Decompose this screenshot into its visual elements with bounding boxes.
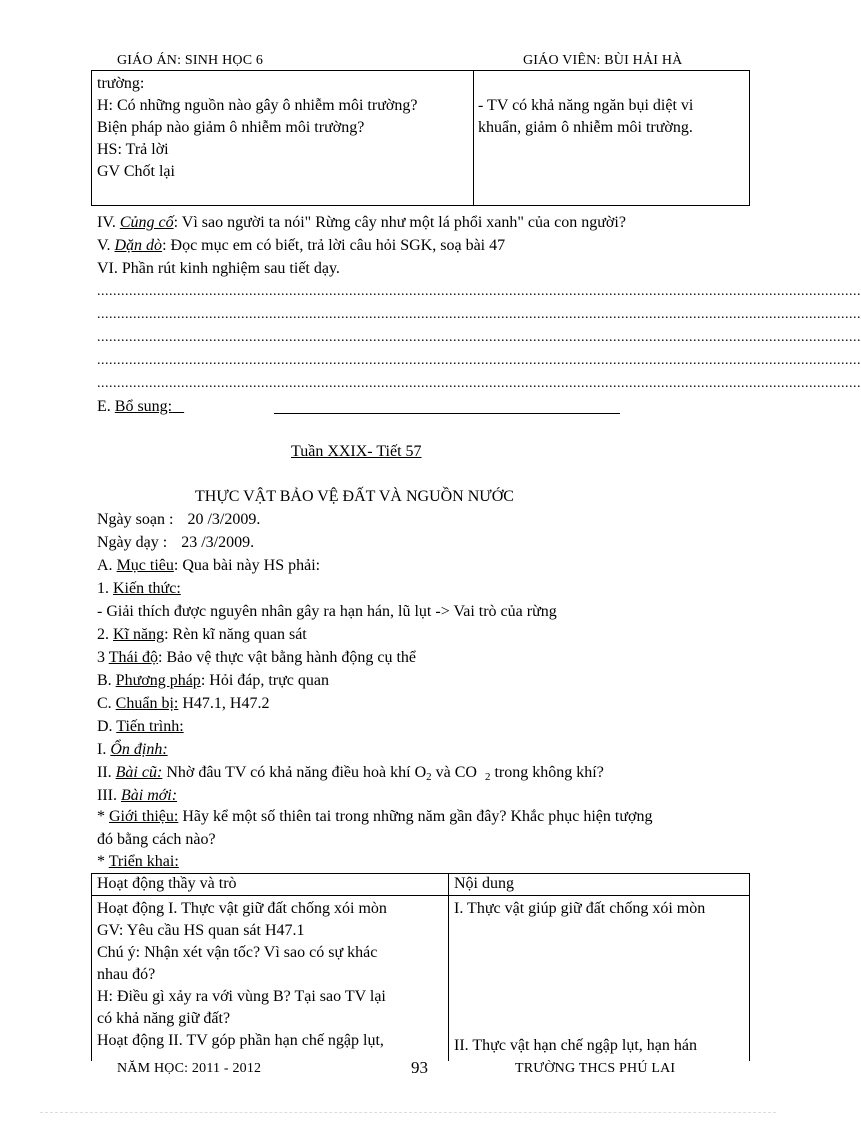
col2-header: Nội dung	[454, 875, 514, 892]
top-right-line: - TV có khả năng ngăn bụi diệt vi	[478, 97, 694, 114]
review-line: IV. Củng cố: Vì sao người ta nói" Rừng cây như một lá phổi xanh" của con người?	[97, 214, 626, 231]
skills-line: 2. Kĩ năng: Rèn kĩ năng quan sát	[97, 626, 307, 643]
attitude-line: 3 Thái độ: Bảo vệ thực vật bằng hành động cụ thể	[97, 649, 416, 666]
page-edge-line	[40, 1112, 776, 1113]
prepare-date: Ngày soạn : 20 /3/2009.	[97, 511, 261, 528]
content-row-1: I. Thực vật giúp giữ đất chống xói mòn	[454, 900, 706, 917]
top-left-line: Biện pháp nào giảm ô nhiễm môi trường?	[97, 119, 365, 136]
experience-line: VI. Phần rút kinh nghiệm sau tiết dạy.	[97, 260, 340, 277]
stabilize-label: Ổn định:	[110, 741, 168, 758]
old-lesson-label: Bài cũ:	[115, 764, 163, 781]
lesson-title: THỰC VẬT BẢO VỆ ĐẤT VÀ NGUỒN NƯỚC	[195, 488, 514, 505]
new-lesson-label: Bài mới:	[120, 787, 178, 804]
intro-line: * Giới thiệu: Hãy kể một số thiên tai trong những năm gần đây? Khắc phục hiện tượng	[97, 808, 653, 825]
objectives-label: Mục tiêu	[116, 557, 174, 574]
footer-right: TRƯỜNG THCS PHÚ LAI	[515, 1061, 676, 1076]
knowledge-line: 1. Kiến thức:	[97, 580, 181, 597]
knowledge-text: - Giải thích được nguyên nhân gây ra hạn hán, lũ lụt -> Vai trò của rừng	[97, 603, 557, 620]
dotted-line: ...............................................................................................................................................................................................	[97, 284, 861, 299]
dotted-line: ...............................................................................................................................................................................................	[97, 307, 861, 322]
deploy-line: * Triển khai:	[97, 853, 179, 870]
top-left-line: H: Có những nguồn nào gây ô nhiễm môi trường?	[97, 97, 418, 114]
intro-line-2: đó bằng cách nào?	[97, 831, 216, 848]
activity-line: Chú ý: Nhận xét vận tốc? Vì sao có sự khác	[97, 944, 378, 961]
top-left-line: GV Chốt lại	[97, 163, 175, 180]
deploy-label: Triển khai:	[108, 853, 179, 870]
top-right-line: khuẩn, giảm ô nhiễm môi trường.	[478, 119, 693, 136]
week-title: Tuần XXIX- Tiết 57	[291, 443, 422, 460]
intro-label: Giới thiệu:	[109, 808, 179, 825]
main-table-divider	[448, 873, 449, 1061]
activity-line: GV: Yêu cầu HS quan sát H47.1	[97, 922, 305, 939]
supplement-line: E. Bổ sung:	[97, 398, 173, 415]
top-table-divider	[473, 70, 474, 206]
top-left-line: HS: Trả lời	[97, 141, 169, 158]
header-left: GIÁO ÁN: SINH HỌC 6	[117, 53, 264, 68]
process-line: D. Tiến trình:	[97, 718, 184, 735]
content-row-2: II. Thực vật hạn chế ngập lụt, hạn hán	[454, 1037, 697, 1054]
dotted-line: ...............................................................................................................................................................................................	[97, 353, 861, 368]
preparation-label: Chuẩn bị:	[115, 695, 179, 712]
footer-left: NĂM HỌC: 2011 - 2012	[117, 1061, 262, 1076]
method-label: Phương pháp	[115, 672, 201, 689]
main-table-header-rule	[91, 895, 750, 896]
preparation-line: C. Chuẩn bị: H47.1, H47.2	[97, 695, 270, 712]
attitude-label: Thái độ	[108, 649, 159, 666]
review-label: Củng cố	[119, 214, 174, 231]
skills-label: Kĩ năng	[113, 626, 165, 643]
supplement-blank-line	[274, 413, 620, 414]
knowledge-label: Kiến thức:	[113, 580, 181, 597]
activity-line: Hoạt động I. Thực vật giữ đất chống xói mòn	[97, 900, 387, 917]
process-label: Tiến trình:	[116, 718, 184, 735]
dotted-line: ...............................................................................................................................................................................................	[97, 376, 861, 391]
col1-header: Hoạt động thầy và trò	[97, 875, 237, 892]
page-number: 93	[411, 1058, 428, 1077]
stabilize-line: I. Ổn định:	[97, 741, 168, 758]
old-lesson-line: II. Bài cũ: Nhờ đâu TV có khả năng điều hoà khí $O_2$ và CO $_2$ trong không khí?	[97, 764, 604, 783]
header-right: GIÁO VIÊN: BÙI HẢI HÀ	[523, 53, 683, 68]
activity-line: H: Điều gì xảy ra với vùng B? Tại sao TV lại	[97, 988, 386, 1005]
top-table-right-cell	[478, 95, 693, 139]
top-table-left-cell	[97, 73, 417, 183]
activity-line: có khả năng giữ đất?	[97, 1010, 231, 1027]
teach-date: Ngày dạy : 23 /3/2009.	[97, 534, 255, 551]
main-table-left-cell	[97, 898, 387, 1052]
top-left-line: trường:	[97, 75, 145, 92]
dotted-line: ...............................................................................................................................................................................................	[97, 330, 861, 345]
homework-label: Dặn dò	[114, 237, 163, 254]
objectives-line: A. Mục tiêu: Qua bài này HS phải:	[97, 557, 321, 574]
supplement-label: Bổ sung:	[114, 398, 173, 415]
new-lesson-line: III. Bài mới:	[97, 787, 178, 804]
method-line: B. Phương pháp: Hỏi đáp, trực quan	[97, 672, 330, 689]
activity-line: Hoạt động II. TV góp phần hạn chế ngập lụt,	[97, 1032, 384, 1049]
homework-line: V. Dặn dò: Đọc mục em có biết, trả lời câu hỏi SGK, soạ bài 47	[97, 237, 506, 254]
activity-line: nhau đó?	[97, 966, 156, 983]
